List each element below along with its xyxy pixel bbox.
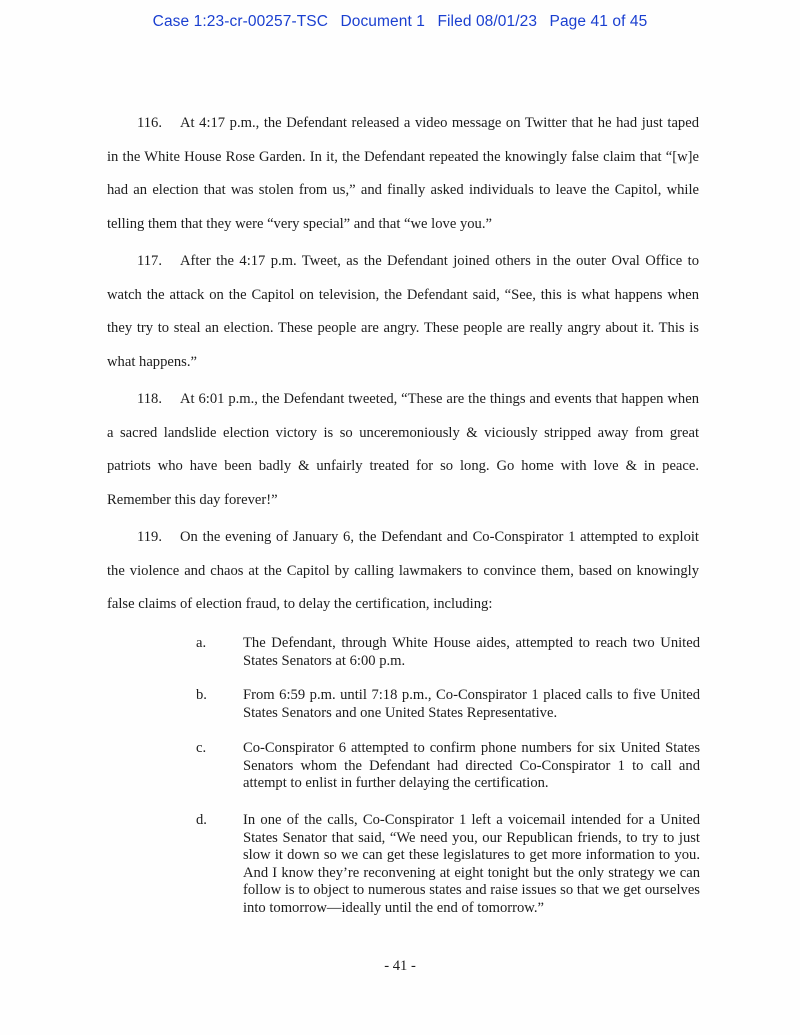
paragraph-119 (107, 521, 699, 622)
list-item-text: In one of the calls, Co-Conspirator 1 left a voicemail intended for a United States Senator that said, “We need you, our Republican friends, to try to just slow it down so we can get these legislatures to get more information to you. And I know they’re reconvening at eight tonight but the only strategy we can follow is to object to numerous states and raise issues so that we get ourselves into tomorrow—ideally until the end of tomorrow.” (243, 812, 700, 916)
paragraph-text: At 6:01 p.m., the Defendant tweeted, “These are the things and events that happen when a sacred landslide election victory is so unceremoniously & viciously stripped away from great patriots who have been badly & unfairly treated for so long. Go home with love & in peace. Remember this day forever!” (107, 391, 699, 508)
paragraph-text: On the evening of January 6, the Defendant and Co-Conspirator 1 attempted to exploit the violence and chaos at the Capitol by calling lawmakers to convince them, based on knowingly false claims of election fraud, to delay the certification, including: (107, 529, 699, 612)
list-item-marker: d. (196, 812, 207, 828)
page-number: - 41 - (384, 958, 416, 974)
paragraph-118 (107, 383, 699, 517)
paragraph-117 (107, 245, 699, 379)
paragraph-text: After the 4:17 p.m. Tweet, as the Defendant joined others in the outer Oval Office to watch the attack on the Capitol on television, the Defendant said, “See, this is what happens when they try to steal an election. These people are angry. These people are really angry about it. This is what happens.” (107, 253, 699, 370)
list-item-text: The Defendant, through White House aides, attempted to reach two United States Senators at 6:00 p.m. (243, 635, 700, 669)
case-number: Case 1:23-cr-00257-TSC (152, 13, 329, 30)
paragraph-number: 117. (137, 253, 162, 269)
list-item-marker: b. (196, 687, 207, 703)
list-item-text: Co-Conspirator 6 attempted to confirm phone numbers for six United States Senators whom the Defendant had directed Co-Conspirator 1 to call and attempt to enlist in further delaying the certification. (243, 740, 700, 791)
document-number: Document 1 (340, 13, 426, 30)
list-item-marker: a. (196, 635, 207, 651)
paragraph-number: 118. (137, 391, 162, 407)
list-item-text: From 6:59 p.m. until 7:18 p.m., Co-Conspirator 1 placed calls to five United States Senators and one United States Representative. (243, 687, 700, 721)
filed-date: Filed 08/01/23 (437, 13, 538, 30)
paragraph-116 (107, 107, 699, 241)
page-indicator: Page 41 of 45 (549, 13, 648, 30)
paragraph-number: 119. (137, 529, 162, 545)
paragraph-text: At 4:17 p.m., the Defendant released a video message on Twitter that he had just taped in the White House Rose Garden. In it, the Defendant repeated the knowingly false claim that “[w]e had an election that was stolen from us,” and finally asked individuals to leave the Capitol, while telling them that they were “very special” and that “we love you.” (107, 115, 699, 232)
court-filing-header (0, 13, 800, 31)
list-item-marker: c. (196, 740, 207, 756)
paragraph-number: 116. (137, 115, 162, 131)
